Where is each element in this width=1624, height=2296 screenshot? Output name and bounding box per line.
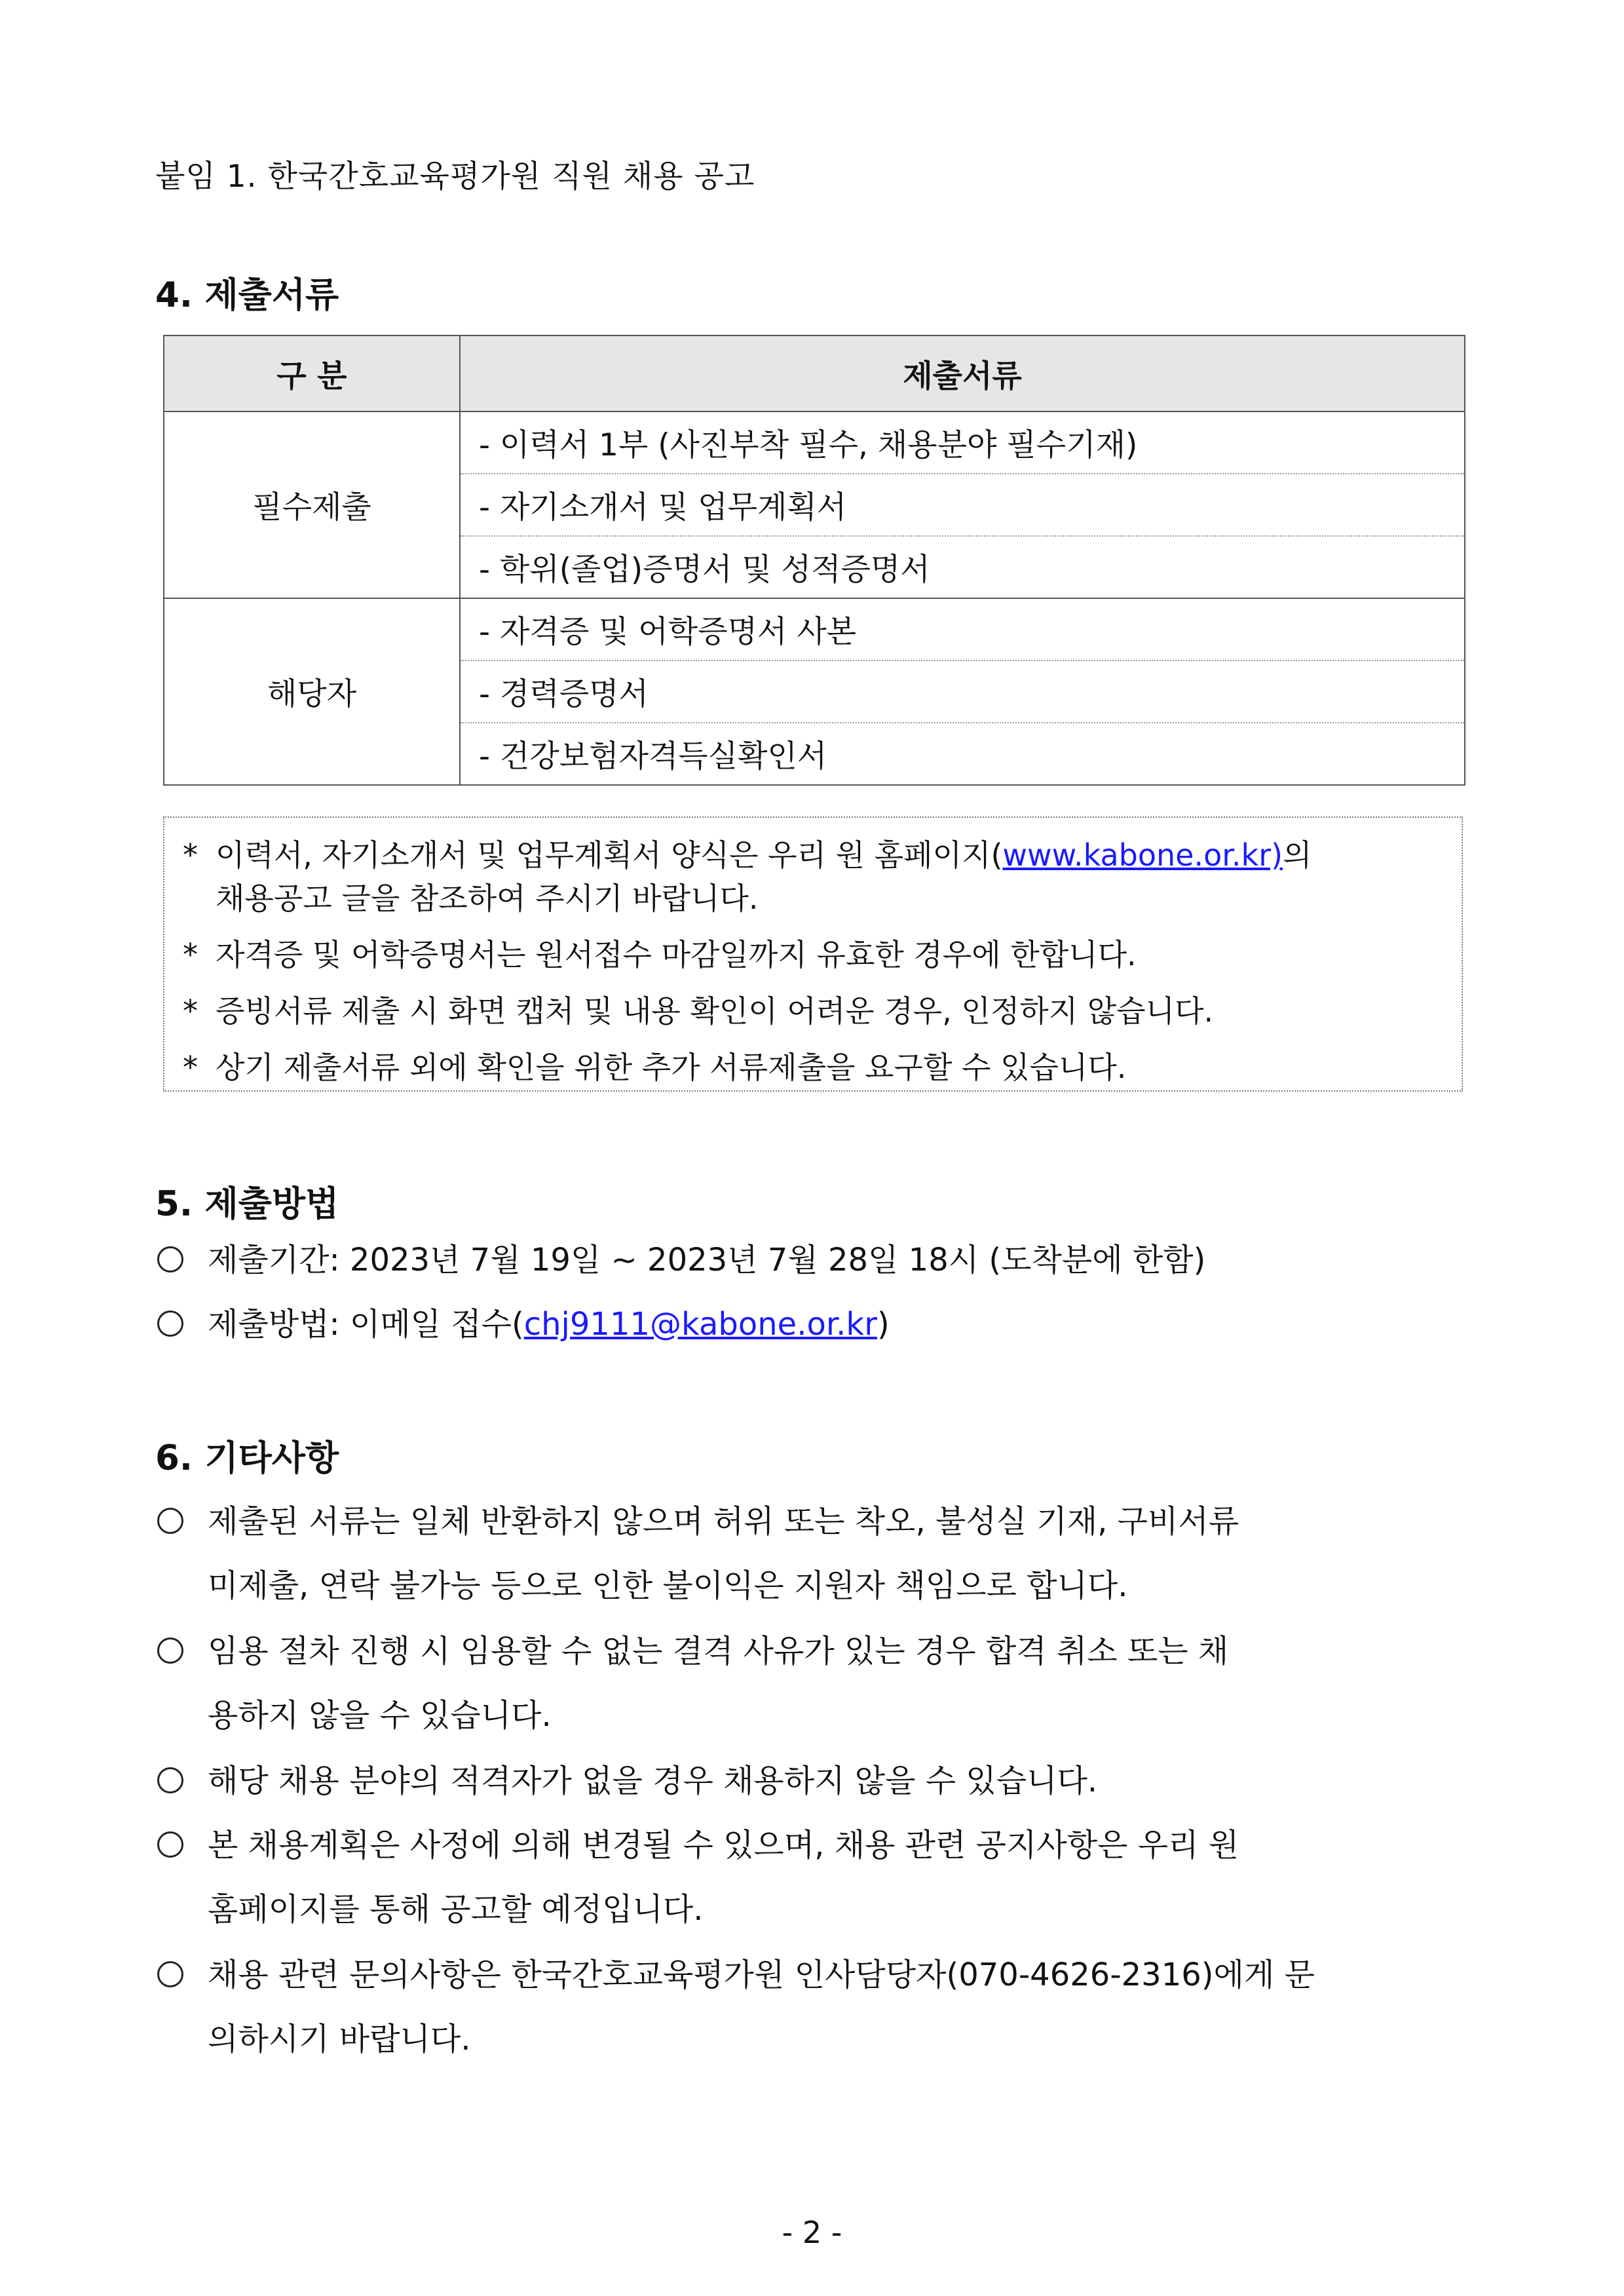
header-documents: 제출서류: [460, 335, 1465, 411]
circle-bullet-icon: [157, 1961, 183, 1987]
section-5-title: 5. 제출방법: [155, 1184, 339, 1224]
misc-item-continued: 홈페이지를 통해 공고할 예정입니다.: [208, 1891, 704, 1928]
table-row: [164, 411, 1465, 474]
table-header-row: [164, 335, 1465, 411]
email-link[interactable]: chj9111@kabone.or.kr: [523, 1306, 877, 1343]
misc-item: 채용 관련 문의사항은 한국간호교육평가원 인사담당자(070-4626-2316)에게 문: [208, 1957, 1315, 1993]
homepage-link[interactable]: www.kabone.or.kr): [1002, 837, 1283, 873]
circle-bullet-icon: [157, 1311, 183, 1337]
section-6-title: 6. 기타사항: [155, 1438, 339, 1478]
asterisk-icon: *: [183, 837, 198, 873]
submission-method: [208, 1305, 1479, 1344]
circle-bullet-icon: [157, 1246, 183, 1272]
document-item: - 이력서 1부 (사진부착 필수, 채용분야 필수기재): [460, 411, 1465, 474]
submission-period: 제출기간: 2023년 7월 19일 ~ 2023년 7월 28일 18시 (도착분에 한함): [208, 1242, 1206, 1278]
documents-table: [163, 335, 1465, 786]
misc-item-continued: 용하지 않을 수 있습니다.: [208, 1697, 552, 1734]
document-item: - 학위(졸업)증명서 및 성적증명서: [460, 536, 1465, 598]
note-item: [183, 833, 1462, 920]
note-text: 이력서, 자기소개서 및 업무계획서 양식은 우리 원 홈페이지(: [216, 837, 1003, 873]
document-item: - 자격증 및 어학증명서 사본: [460, 598, 1465, 660]
table-row: [164, 598, 1465, 660]
misc-item: 본 채용계획은 사정에 의해 변경될 수 있으며, 채용 관련 공지사항은 우리 원: [208, 1827, 1239, 1864]
note-item: [183, 933, 1462, 976]
note-text: 상기 제출서류 외에 확인을 위한 추가 서류제출을 요구할 수 있습니다.: [216, 1050, 1127, 1085]
page-number: - 2 -: [782, 2215, 842, 2250]
misc-item: 해당 채용 분야의 적격자가 없을 경우 채용하지 않을 수 있습니다.: [208, 1763, 1098, 1799]
note-item: [183, 1046, 1462, 1089]
note-item: [183, 989, 1462, 1033]
asterisk-icon: *: [183, 993, 198, 1029]
misc-item: 제출된 서류는 일체 반환하지 않으며 허위 또는 착오, 불성실 기재, 구비서류: [208, 1503, 1239, 1540]
attachment-title: 붙임 1. 한국간호교육평가원 직원 채용 공고: [155, 159, 755, 195]
document-item: - 건강보험자격득실확인서: [460, 723, 1465, 785]
circle-bullet-icon: [157, 1831, 183, 1858]
misc-item-continued: 의하시기 바랍니다.: [208, 2021, 471, 2057]
section-4-title: 4. 제출서류: [155, 275, 339, 315]
note-text: 채용공고 글을 참조하여 주시기 바랍니다.: [216, 881, 759, 916]
method-text: 제출방법: 이메일 접수(: [208, 1306, 524, 1343]
asterisk-icon: *: [183, 1050, 198, 1085]
misc-item-continued: 미제출, 연락 불가능 등으로 인한 불이익은 지원자 책임으로 합니다.: [208, 1567, 1128, 1604]
category-cell: 필수제출: [164, 411, 460, 598]
asterisk-icon: *: [183, 937, 198, 972]
circle-bullet-icon: [157, 1508, 183, 1534]
category-cell: 해당자: [164, 598, 460, 785]
notes-box: [163, 816, 1463, 1092]
circle-bullet-icon: [157, 1767, 183, 1793]
method-text: ): [877, 1306, 890, 1343]
note-text: 증빙서류 제출 시 화면 캡처 및 내용 확인이 어려운 경우, 인정하지 않습니다.: [216, 993, 1214, 1029]
note-text: 의: [1283, 837, 1312, 873]
document-item: - 자기소개서 및 업무계획서: [460, 474, 1465, 536]
note-text: 자격증 및 어학증명서는 원서접수 마감일까지 유효한 경우에 한합니다.: [216, 937, 1137, 972]
header-category: 구 분: [164, 335, 460, 411]
misc-item: 임용 절차 진행 시 임용할 수 없는 결격 사유가 있는 경우 합격 취소 또는 채: [208, 1633, 1229, 1670]
document-item: - 경력증명서: [460, 660, 1465, 723]
circle-bullet-icon: [157, 1637, 183, 1664]
